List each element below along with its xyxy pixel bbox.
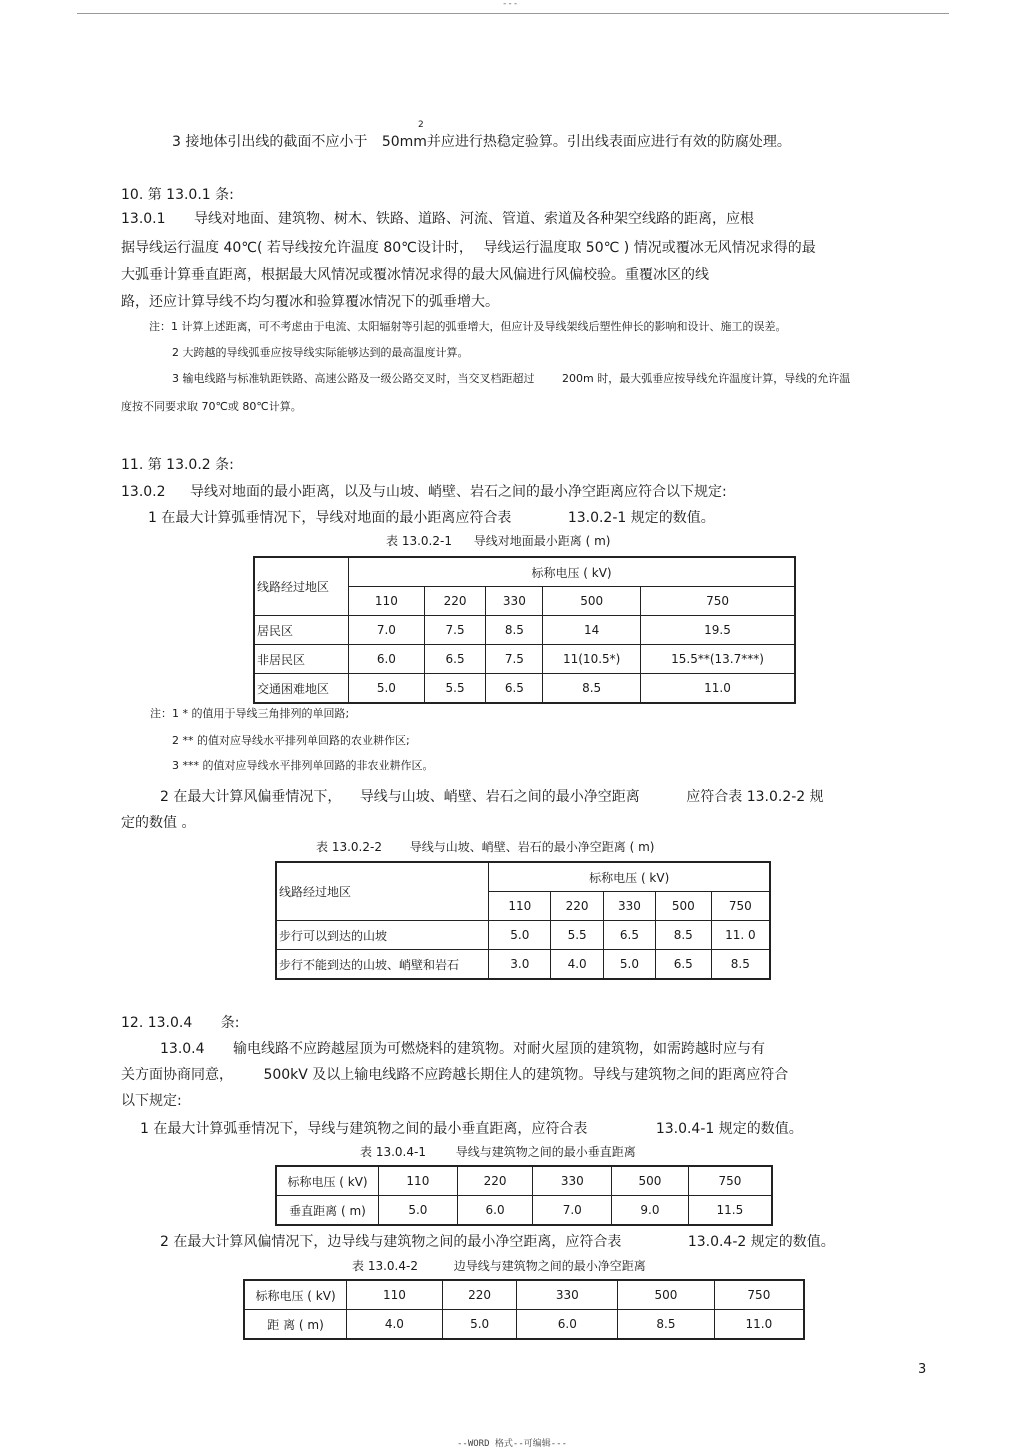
t3-cell: 6.0 xyxy=(457,1196,533,1226)
t2-cell: 5.0 xyxy=(489,921,551,950)
t1-caption-a: 表 13.0.2-1 xyxy=(386,534,452,548)
t1-cell: 5.5 xyxy=(424,674,486,704)
t2-corner: 线路经过地区 xyxy=(276,862,489,921)
t4-v330: 330 xyxy=(517,1280,618,1310)
t1-note2: 2 ** 的值对应导线水平排列单回路的农业耕作区; xyxy=(172,734,410,747)
s10-line2b: 导线运行温度取 50℃ ) 情况或覆冰无风情况求得的最 xyxy=(483,240,816,256)
t3-caption-a: 表 13.0.4-1 xyxy=(360,1145,426,1159)
page-number: 3 xyxy=(918,1362,927,1377)
t3-v750: 750 xyxy=(688,1166,772,1196)
t4-caption-b: 边导线与建筑物之间的最小净空距离 xyxy=(453,1259,646,1273)
s10-num: 13.0.1 xyxy=(121,211,166,227)
t2-caption-a: 表 13.0.2-2 xyxy=(316,840,382,854)
t3-cell: 9.0 xyxy=(612,1196,689,1226)
t1-cell: 6.5 xyxy=(486,674,543,704)
t2-cell: 8.5 xyxy=(711,950,770,980)
s10-line1-text: 导线对地面、建筑物、树木、铁路、道路、河流、管道、索道及各种架空线路的距离，应根 xyxy=(193,211,754,227)
t1-cell: 7.5 xyxy=(486,645,543,674)
s11-p1 xyxy=(148,507,715,527)
t1-note1: 注：1 * 的值用于导线三角排列的单回路; xyxy=(150,707,350,720)
s10-note3b: 200m 时，最大弧垂应按导线允许温度计算，导线的允许温 xyxy=(562,372,851,385)
s11-line1-text: 导线对地面的最小距离，以及与山坡、峭壁、岩石之间的最小净空距离应符合以下规定: xyxy=(189,484,727,500)
s12-p2b: 13.0.4-2 规定的数值。 xyxy=(687,1234,835,1250)
s11-p1b: 13.0.2-1 规定的数值。 xyxy=(567,510,715,526)
t4-header-label: 标称电压 ( kV) xyxy=(244,1280,347,1310)
t4-caption xyxy=(352,1257,646,1274)
t1-v750: 750 xyxy=(641,587,795,616)
s12-heading xyxy=(121,1012,239,1032)
t1-row-area: 居民区 xyxy=(254,616,349,645)
s12-p1a: 1 在最大计算弧垂情况下，导线与建筑物之间的最小垂直距离，应符合表 xyxy=(140,1121,588,1137)
t3-v220: 220 xyxy=(457,1166,533,1196)
t4-row-label: 距 离 ( m) xyxy=(244,1310,347,1340)
t4-cell: 8.5 xyxy=(618,1310,715,1340)
s11-line1 xyxy=(121,481,727,501)
s12-line2 xyxy=(121,1064,788,1084)
t2-cell: 6.5 xyxy=(604,921,656,950)
t4-v500: 500 xyxy=(618,1280,715,1310)
t2-v220: 220 xyxy=(551,892,604,921)
t3-cell: 5.0 xyxy=(379,1196,458,1226)
s12-p1b: 13.0.4-1 规定的数值。 xyxy=(655,1121,803,1137)
t3-v500: 500 xyxy=(612,1166,689,1196)
t2-cell: 6.5 xyxy=(655,950,711,980)
item3-post: 并应进行热稳定验算。引出线表面应进行有效的防腐处理。 xyxy=(426,134,791,150)
s12-p2a: 2 在最大计算风偏情况下，边导线与建筑物之间的最小净空距离，应符合表 xyxy=(160,1234,622,1250)
t4-v110: 110 xyxy=(347,1280,443,1310)
t2-cell: 5.0 xyxy=(604,950,656,980)
t1-caption-b: 导线对地面最小距离 ( m) xyxy=(473,534,611,548)
t1-cell: 19.5 xyxy=(641,616,795,645)
t1-cell: 14 xyxy=(543,616,641,645)
s10-heading: 10. 第 13.0.1 条: xyxy=(121,187,234,203)
s12-line2b: 500kV 及以上输电线路不应跨越长期住人的建筑物。导线与建筑物之间的距离应符合 xyxy=(263,1067,789,1083)
t1-v220: 220 xyxy=(424,587,486,616)
t4-v220: 220 xyxy=(442,1280,517,1310)
s11-heading: 11. 第 13.0.2 条: xyxy=(121,457,234,473)
s12-p2 xyxy=(160,1231,835,1251)
t1-note3: 3 *** 的值对应导线水平排列单回路的非农业耕作区。 xyxy=(172,759,434,772)
s11-num: 13.0.2 xyxy=(121,484,166,500)
t2-group: 标称电压 ( kV) xyxy=(489,862,770,892)
t1-cell: 5.0 xyxy=(349,674,425,704)
s10-note3a: 3 输电线路与标准轨距铁路、高速公路及一级公路交叉时，当交叉档距超过 xyxy=(172,372,535,385)
s12-heading-b: 条: xyxy=(220,1015,240,1031)
t1-caption xyxy=(386,532,610,549)
t2-v110: 110 xyxy=(489,892,551,921)
t1-corner: 线路经过地区 xyxy=(254,557,349,616)
s12-line3: 以下规定: xyxy=(121,1093,182,1109)
s11-p2 xyxy=(160,786,824,806)
header-rule xyxy=(77,13,949,14)
t4-cell: 6.0 xyxy=(517,1310,618,1340)
t1-cell: 11.0 xyxy=(641,674,795,704)
s11-p2a: 2 在最大计算风偏垂情况下， xyxy=(160,789,342,805)
t2-cell: 3.0 xyxy=(489,950,551,980)
s10-line2 xyxy=(121,237,816,257)
t1-row-area: 非居民区 xyxy=(254,645,349,674)
superscript-2: 2 xyxy=(418,120,424,130)
item3-value: 50mm xyxy=(381,134,427,150)
s11-p1a: 1 在最大计算弧垂情况下，导线对地面的最小距离应符合表 xyxy=(148,510,512,526)
t2-cell: 4.0 xyxy=(551,950,604,980)
t3-cell: 11.5 xyxy=(688,1196,772,1226)
t2-v330: 330 xyxy=(604,892,656,921)
item3-pre: 3 接地体引出线的截面不应小于 xyxy=(172,134,368,150)
t1-cell: 7.5 xyxy=(424,616,486,645)
s12-heading-a: 12. 13.0.4 xyxy=(121,1015,193,1031)
t1-cell: 15.5**(13.7***) xyxy=(641,645,795,674)
t4-cell: 11.0 xyxy=(714,1310,804,1340)
s12-line1-text: 输电线路不应跨越屋顶为可燃烧料的建筑物。对耐火屋顶的建筑物，如需跨越时应与有 xyxy=(232,1041,765,1057)
s10-line1 xyxy=(121,208,754,228)
t2-caption-b: 导线与山坡、峭壁、岩石的最小净空距离 ( m) xyxy=(409,840,655,854)
t1-v330: 330 xyxy=(486,587,543,616)
t3-row-label: 垂直距离 ( m) xyxy=(276,1196,379,1226)
s11-p2d: 定的数值 。 xyxy=(121,815,196,831)
t1-cell: 11(10.5*) xyxy=(543,645,641,674)
t1-v110: 110 xyxy=(349,587,425,616)
t1-group: 标称电压 ( kV) xyxy=(349,557,795,587)
s12-num: 13.0.4 xyxy=(160,1041,205,1057)
t1-cell: 6.5 xyxy=(424,645,486,674)
t2-cell: 5.5 xyxy=(551,921,604,950)
t2-v750: 750 xyxy=(711,892,770,921)
s10-note3c: 度按不同要求取 70℃或 80℃计算。 xyxy=(121,400,302,413)
s11-p2c: 应符合表 13.0.2-2 规 xyxy=(686,789,824,805)
table-13-0-2-2 xyxy=(275,861,771,980)
t1-cell: 8.5 xyxy=(543,674,641,704)
s10-note3 xyxy=(172,370,850,386)
t1-cell: 8.5 xyxy=(486,616,543,645)
t2-row-area: 步行不能到达的山坡、峭壁和岩石 xyxy=(276,950,489,980)
t1-cell: 6.0 xyxy=(349,645,425,674)
t4-cell: 5.0 xyxy=(442,1310,517,1340)
t4-caption-a: 表 13.0.4-2 xyxy=(352,1259,418,1273)
t2-v500: 500 xyxy=(655,892,711,921)
t4-cell: 4.0 xyxy=(347,1310,443,1340)
t2-cell: 11. 0 xyxy=(711,921,770,950)
table-13-0-4-2 xyxy=(243,1279,805,1340)
t2-caption xyxy=(316,838,654,855)
s12-line2a: 关方面协商同意， xyxy=(121,1067,233,1083)
t4-v750: 750 xyxy=(714,1280,804,1310)
t2-cell: 8.5 xyxy=(655,921,711,950)
t1-cell: 7.0 xyxy=(349,616,425,645)
footer-text: --WORD 格式--可编辑--- xyxy=(456,1439,568,1449)
item3-line xyxy=(172,131,791,151)
s10-line3: 大弧垂计算垂直距离，根据最大风情况或覆冰情况求得的最大风偏进行风偏校验。重覆冰区的线 xyxy=(121,267,709,283)
t3-v110: 110 xyxy=(379,1166,458,1196)
t1-row-area: 交通困难地区 xyxy=(254,674,349,704)
t1-v500: 500 xyxy=(543,587,641,616)
header-mark: --- xyxy=(502,0,519,9)
t3-caption-b: 导线与建筑物之间的最小垂直距离 xyxy=(455,1145,636,1159)
s11-p2b: 导线与山坡、峭壁、岩石之间的最小净空距离 xyxy=(359,789,640,805)
t3-caption xyxy=(360,1143,636,1160)
t3-v330: 330 xyxy=(533,1166,612,1196)
s12-line1 xyxy=(160,1038,765,1058)
s12-p1 xyxy=(140,1118,803,1138)
t3-header-label: 标称电压 ( kV) xyxy=(276,1166,379,1196)
s10-note1: 注：1 计算上述距离，可不考虑由于电流、太阳辐射等引起的弧垂增大，但应计及导线架线后塑性伸长的影响和设计、施工的误差。 xyxy=(149,320,787,333)
t3-cell: 7.0 xyxy=(533,1196,612,1226)
table-13-0-4-1 xyxy=(275,1165,773,1226)
s10-line2a: 据导线运行温度 40℃( 若导线按允许温度 80℃设计时， xyxy=(121,240,473,256)
table-13-0-2-1 xyxy=(253,556,796,704)
s10-line4: 路，还应计算导线不均匀覆冰和验算覆冰情况下的弧垂增大。 xyxy=(121,294,499,310)
t2-row-area: 步行可以到达的山坡 xyxy=(276,921,489,950)
s10-note2: 2 大跨越的导线弧垂应按导线实际能够达到的最高温度计算。 xyxy=(172,346,469,359)
